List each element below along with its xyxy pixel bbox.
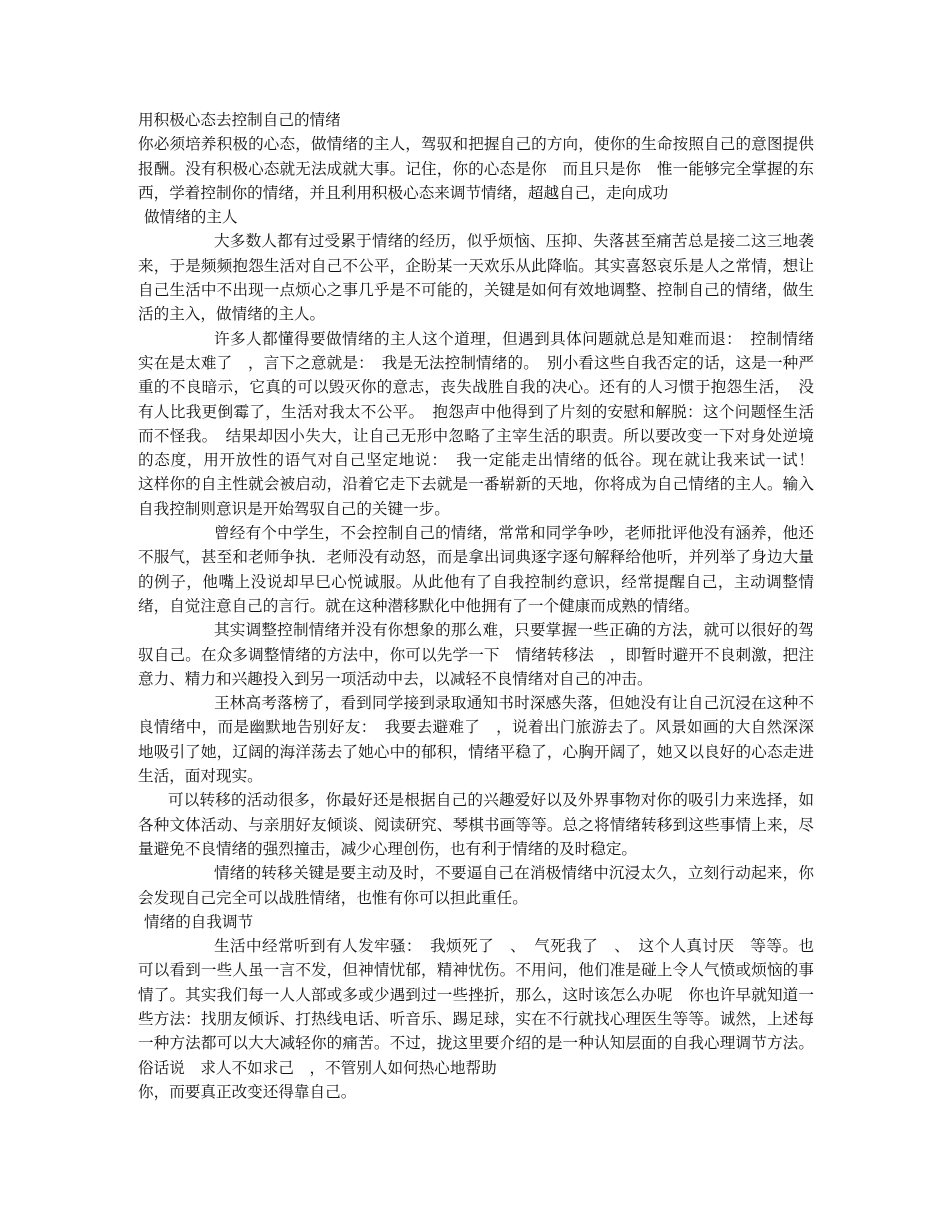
body-paragraph: 其实调整控制情绪并没有你想象的那么难，只要掌握一些正确的方法，就可以很好的驾驭自己。在众多调整情绪的方法中，你可以先学一下 情绪转移法 ，即暂时避开不良刺激，把注意力、精力和兴趣投入到另一项活动中去，以减轻不良情绪对自己的冲击。 [138,621,814,688]
intro-paragraph: 你必须培养积极的心态，做情绪的主人，驾驭和把握自己的方向，使你的生命按照自己的意图提供报酬。没有积极心态就无法成就大事。记住，你的心态是你 而且只是你 惟一能够完全掌握的东西，学着控制你的情绪，并且利用积极心态来调节情绪，超越自己，走向成功 [138,135,814,202]
body-paragraph: 可以转移的活动很多，你最好还是根据自己的兴趣爱好以及外界事物对你的吸引力来选择，如各种文体活动、与亲朋好友倾谈、阅读研究、琴棋书画等等。总之将情绪转移到这些事情上来，尽量避免不良情绪的强烈撞击，减少心理创伤，也有利于情绪的及时稳定。 [138,791,814,858]
body-paragraph-tail: 你，而要真正改变还得靠自己。 [138,1082,357,1101]
body-paragraph: 许多人都懂得要做情绪的主人这个道理，但遇到具体问题就总是知难而退： 控制情绪实在是太难了 ，言下之意就是： 我是无法控制情绪的。 别小看这些自我否定的话，这是一种严重的不良暗示，它真的可以毁灭你的意志，丧失战胜自我的决心。还有的人习惯于抱怨生活， 没有人比我更倒霉了，生活对我太不公平。 抱怨声中他得到了片刻的安慰和解脱：这个问题怪生活而不怪我。 结果却因小失大，让自己无形中忽略了主宰生活的职责。所以要改变一下对身处逆境的态度，用开放性的语气对自己坚定地说： 我一定能走出情绪的低谷。现在就让我来试一试！ 这样你的自主性就会被启动，沿着它走下去就是一番崭新的天地，你将成为自己情绪的主人。输入自我控制则意识是开始驾驭自己的关键一步。 [138,329,830,518]
document-title: 用积极心态去控制自己的情绪 [138,111,341,129]
body-paragraph: 生活中经常听到有人发牢骚： 我烦死了 、 气死我了 、 这个人真讨厌 等等。也可以看到一些人虽一言不发，但神情忧郁，精神忧伤。不用问，他们准是碰上令人气愤或烦恼的事情了。其实我们每一人人部或多或少遇到过一些挫折，那么，这时该怎么办呢 你也许早就知道一些方法：找朋友倾诉、打热线电话、听音乐、踢足球，实在不行就找心理医生等等。诚然，上述每一种方法都可以大大减轻你的痛苦。不过，拢这里要介绍的是一种认知层面的自我心理调节方法。俗话说 求人不如求己 ，不管别人如何热心地帮助 [138,937,814,1077]
body-paragraph: 大多数人都有过受累于情绪的经历，似乎烦恼、压抑、失落甚至痛苦总是接二这三地袭来，于是频频抱怨生活对自己不公平，企盼某一天欢乐从此降临。其实喜怒哀乐是人之常情，想让自己生活中不出现一点烦心之事几乎是不可能的，关键是如何有效地调整、控制自己的情绪，做生活的主入，做情绪的主人。 [138,232,814,324]
body-paragraph: 情绪的转移关键是要主动及时，不要逼自己在消极情绪中沉浸太久，立刻行动起来，你会发现自己完全可以战胜情绪，也惟有你可以担此重任。 [138,864,814,907]
section-heading-self-regulation: 情绪的自我调节 [144,912,254,931]
body-paragraph: 曾经有个中学生，不会控制自己的情绪，常常和同学争吵，老师批评他没有涵养，他还不服气，甚至和老师争执．老师没有动怒，而是拿出词典逐字逐句解释给他听，并列举了身边大量的例子，他嘴上没说却早巳心悦诚服。从此他有了自我控制约意识，经常提醒自己，主动调整情绪，自觉注意自己的言行。就在这种潜移默化中他拥有了一个健康而成熟的情绪。 [138,524,814,615]
document-page [138,108,830,1104]
section-heading-master-emotions: 做情绪的主人 [144,208,238,227]
body-paragraph: 王林高考落榜了，看到同学接到录取通知书时深感失落，但她没有让自己沉浸在这种不良情绪中，而是幽默地告别好友： 我要去避难了 ，说着出门旅游去了。风景如画的大自然深深地吸引了她，辽阔的海洋荡去了她心中的郁积，情绪平稳了，心胸开阔了，她又以良好的心态走进生活，面对现实。 [138,694,814,786]
